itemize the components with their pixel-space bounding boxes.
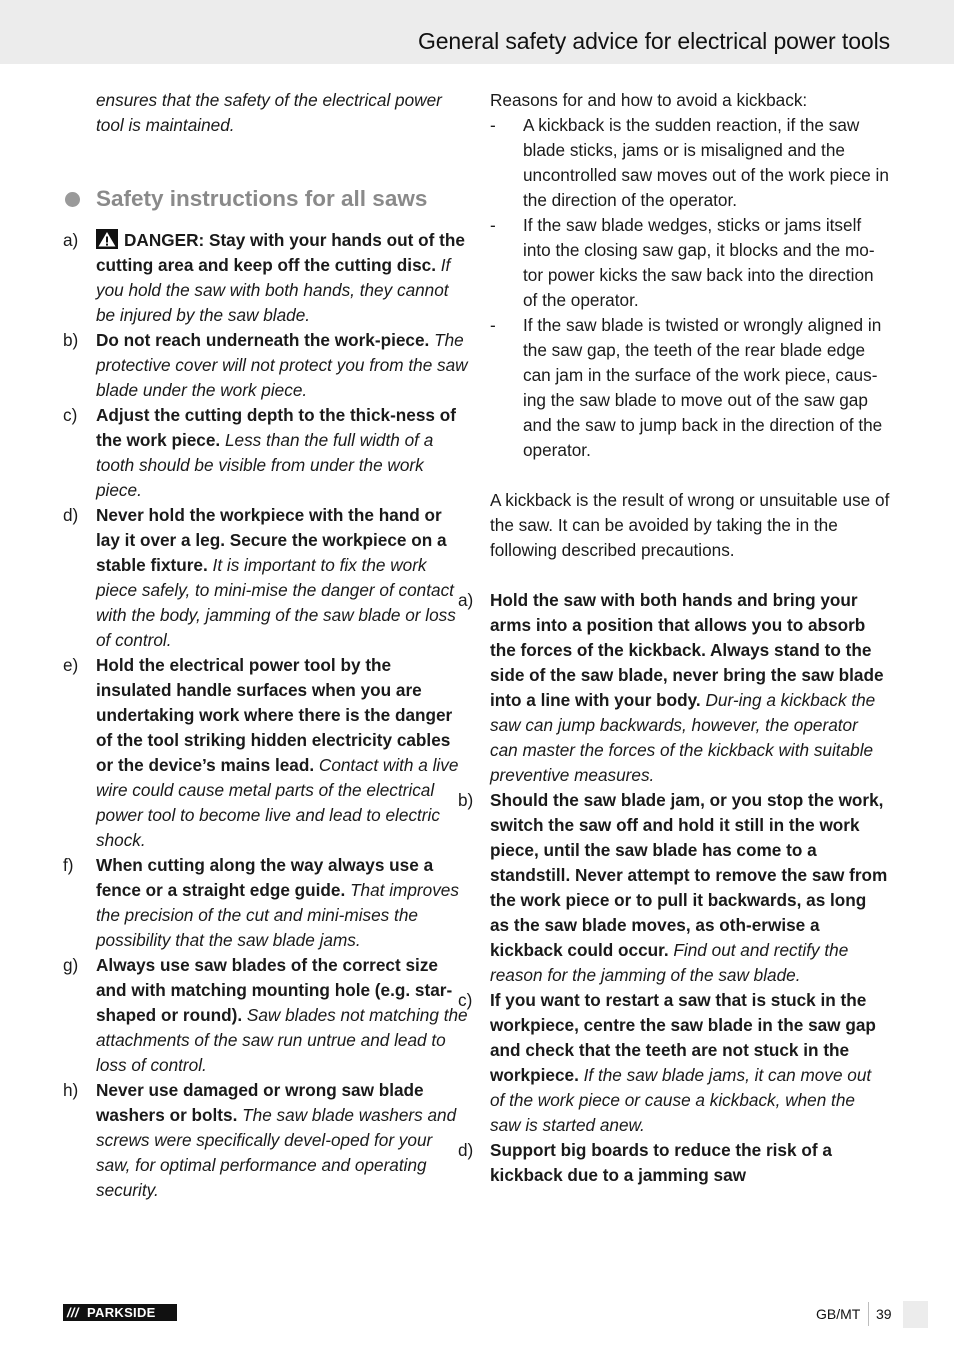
dash-marker: - xyxy=(490,115,496,135)
instruction-item-h xyxy=(63,1078,468,1203)
page-tab-box xyxy=(903,1301,928,1328)
dash-marker: - xyxy=(490,315,496,335)
instruction-item-c xyxy=(63,403,468,503)
item-warning: Should the saw blade jam, or you stop the work, switch the saw off and hold it still in the work piece, until the saw blade has come to a standstill. Never attempt to remove the saw from the work piece or to pull it backwards, as long as the saw blade moves, as oth-erwise a kickback could occur. xyxy=(490,790,888,960)
item-warning: DANGER: Stay with your hands out of the cutting area and keep off the cutting disc. xyxy=(96,230,465,275)
item-warning: Adjust the cutting depth to the thick-ness of the work piece. xyxy=(96,405,456,450)
dash-marker: - xyxy=(490,215,496,235)
kickback-reason-item xyxy=(490,113,890,213)
item-warning: When cutting along the way always use a fence or a straight edge guide. xyxy=(96,855,434,900)
kickback-intro: Reasons for and how to avoid a kickback: xyxy=(490,90,808,110)
item-letter: c) xyxy=(458,990,473,1010)
reason-text: If the saw blade wedges, sticks or jams itself into the closing saw gap, it blocks and the mo-tor power kicks the saw back into the direction of the operator. xyxy=(523,215,875,310)
item-explanation: If you hold the saw with both hands, they cannot be injured by the saw blade. xyxy=(96,255,451,325)
item-letter: a) xyxy=(458,590,474,610)
item-warning: Always use saw blades of the correct size and with matching mounting hole (e.g. star-shaped or round). xyxy=(96,955,453,1025)
precaution-item-b xyxy=(458,788,890,988)
item-letter: d) xyxy=(63,505,79,525)
item-letter: h) xyxy=(63,1080,79,1100)
instruction-item-f xyxy=(63,853,468,953)
item-explanation: The protective cover will not protect you from the saw blade under the work piece. xyxy=(96,330,468,400)
item-warning: Never hold the workpiece with the hand or lay it over a leg. Secure the workpiece on a stable fixture. xyxy=(96,505,447,575)
item-letter: f) xyxy=(63,855,74,875)
item-warning: Hold the saw with both hands and bring your arms into a position that allows you to absorb the forces of the kickback. Always stand to the side of the saw blade, never bring the saw blade into a line with your body. xyxy=(490,590,884,710)
precaution-item-d xyxy=(458,1138,890,1188)
logo-text: PARKSIDE xyxy=(87,1305,156,1320)
logo-stripes: /// xyxy=(67,1305,79,1320)
item-explanation: Contact with a live wire could cause metal parts of the electrical power tool to become live and lead to electric shock. xyxy=(96,755,459,850)
item-explanation: Find out and rectify the reason for the jamming of the saw blade. xyxy=(490,940,849,985)
left-column xyxy=(63,88,468,1203)
precaution-item-a xyxy=(458,588,890,788)
item-warning: Hold the electrical power tool by the insulated handle surfaces when you are undertaking work where there is the danger of the tool striking hidden electricity cables or the device’s mains lead. xyxy=(96,655,453,775)
item-explanation: The saw blade washers and screws were specifically devel-oped for your saw, for optimal performance and operating security. xyxy=(96,1105,457,1200)
instruction-item-a xyxy=(63,228,468,328)
footer-divider xyxy=(868,1302,869,1326)
item-explanation: If the saw blade jams, it can move out of the work piece or cause a kickback, when the saw is started anew. xyxy=(490,1065,872,1135)
right-column xyxy=(458,88,890,1188)
item-warning: Do not reach underneath the work-piece. xyxy=(96,330,430,350)
reason-text: If the saw blade is twisted or wrongly aligned in the saw gap, the teeth of the rear blade edge can jam in the surface of the work piece, caus-ing the saw blade to move out of the saw gap and the saw to jump back in the direction of the operator. xyxy=(523,315,883,460)
item-letter: d) xyxy=(458,1140,474,1160)
item-letter: b) xyxy=(63,330,79,350)
instruction-item-g xyxy=(63,953,468,1078)
instruction-item-b xyxy=(63,328,468,403)
item-explanation: Less than the full width of a tooth should be visible from under the work piece. xyxy=(96,430,434,500)
item-letter: g) xyxy=(63,955,79,975)
page-title: General safety advice for electrical power tools xyxy=(417,28,890,54)
kickback-reason-item xyxy=(490,313,890,463)
item-letter: c) xyxy=(63,405,78,425)
kickback-reason-item xyxy=(490,213,890,313)
item-warning: Never use damaged or wrong saw blade washers or bolts. xyxy=(96,1080,424,1125)
item-letter: a) xyxy=(63,230,79,250)
item-explanation: That improves the precision of the cut and mini-mises the possibility that the saw blade jams. xyxy=(96,880,459,950)
language-code: GB/MT xyxy=(816,1306,861,1322)
section-heading xyxy=(96,184,468,214)
precaution-item-c xyxy=(458,988,890,1138)
intro-text: ensures that the safety of the electrical power tool is maintained. xyxy=(96,90,442,135)
reason-text: A kickback is the sudden reaction, if the saw blade sticks, jams or is misaligned and the uncontrolled saw moves out of the work piece in the direction of the operator. xyxy=(523,115,889,210)
item-warning: Support big boards to reduce the risk of a kickback due to a jamming saw xyxy=(490,1140,832,1185)
item-explanation: Saw blades not matching the attachments of the saw run untrue and lead to loss of control. xyxy=(96,1005,468,1075)
instruction-item-e xyxy=(63,653,468,853)
item-letter: b) xyxy=(458,790,474,810)
item-letter: e) xyxy=(63,655,79,675)
warning-triangle-icon xyxy=(96,229,118,249)
instruction-item-d xyxy=(63,503,468,653)
page-number: 39 xyxy=(876,1306,892,1322)
item-warning: If you want to restart a saw that is stuck in the workpiece, centre the saw blade in the saw gap and check that the teeth are not stuck in the workpiece. xyxy=(490,990,876,1085)
item-explanation: It is important to fix the work piece safely, to mini-mise the danger of contact with the body, jamming of the saw blade or loss of control. xyxy=(96,555,456,650)
section-title: Safety instructions for all saws xyxy=(96,186,428,211)
kickback-summary: A kickback is the result of wrong or unsuitable use of the saw. It can be avoided by taking the in the following described precautions. xyxy=(490,490,890,560)
parkside-logo xyxy=(63,1304,177,1321)
section-bullet-icon xyxy=(65,192,80,207)
item-explanation: Dur-ing a kickback the saw can jump backwards, however, the operator can master the forces of the kickback with suitable preventive measures. xyxy=(490,690,876,785)
